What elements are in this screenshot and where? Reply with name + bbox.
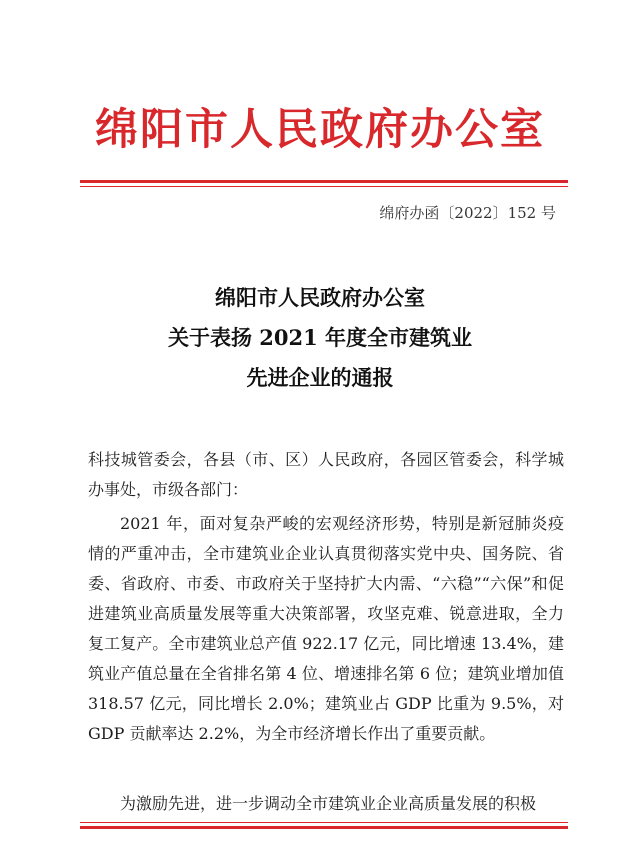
- red-divider-top-thick: [80, 180, 568, 183]
- body-paragraph-1: 2021 年，面对复杂严峻的宏观经济形势，特别是新冠肺炎疫情的严重冲击，全市建筑业企业认真贯彻落实党中央、国务院、省委、省政府、市委、市政府关于坚持扩大内需、“六稳”“六保”和促进建筑业高质量发展等重大决策部署，攻坚克难、锐意进取，全力复工复产。全市建筑业总产值 922.17 亿元，同比增速 13.4%，建筑业产值总量在全省排名第 4 位、增速排名第 6 位；建筑业增加值 318.57 亿元，同比增长 2.0%；建筑业占 GDP 比重为 9.5%，对 GDP 贡献率达 2.2%，为全市经济增长作出了重要贡献。: [88, 514, 564, 743]
- red-divider-top-thin: [80, 186, 568, 187]
- red-divider-bottom-thin: [80, 822, 568, 823]
- document-number: 绵府办函〔2022〕152 号: [379, 204, 556, 222]
- red-divider-bottom-thick: [80, 826, 568, 829]
- recipients-paragraph: 科技城管委会，各县（市、区）人民政府，各园区管委会，科学城办事处，市级各部门：: [88, 450, 564, 499]
- body-paragraph-2: 为激励先进，进一步调动全市建筑业企业高质量发展的积极: [120, 794, 537, 813]
- document-title-line-1: 绵阳市人民政府办公室: [215, 285, 425, 310]
- document-title-line-2: 关于表扬 2021 年度全市建筑业: [167, 325, 473, 350]
- masthead-title: 绵阳市人民政府办公室: [95, 105, 545, 155]
- document-title-line-3: 先进企业的通报: [246, 365, 394, 390]
